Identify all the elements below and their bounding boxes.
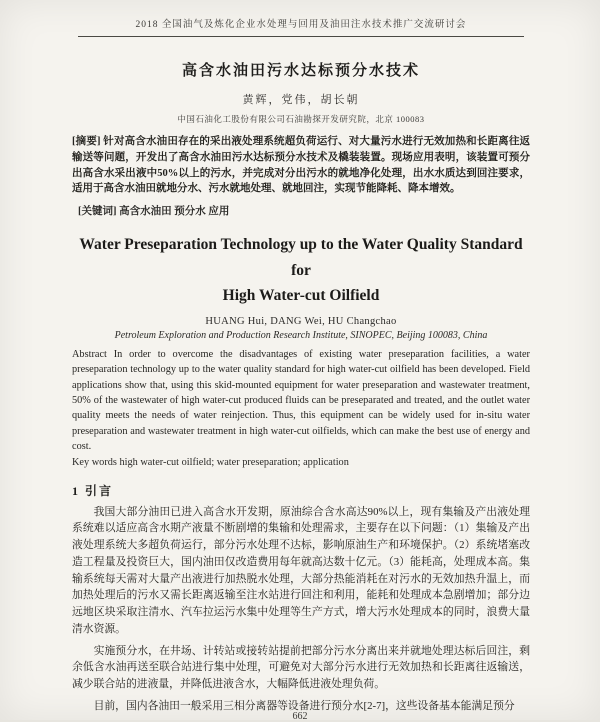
keywords-en: Key words high water-cut oilfield; water preseparation; application xyxy=(72,456,349,468)
header-divider xyxy=(78,36,524,37)
page-number: 662 xyxy=(292,711,308,722)
abstract-zh: [摘要] 针对高含水油田存在的采出液处理系统超负荷运行、对大量污水进行无效加热和长距离往返输送等问题，开发出了高含水油田污水达标预分水技术及橇装装置。现场应用表明，该装置可预分出高含水采出液中50%以上的污水，并完成对分出污水的就地净化处理，出水水质达到回注要求，适用于高含水油田就地分水、污水就地处理、就地回注，实现节能降耗、降本增效。 xyxy=(72,136,530,195)
paper-title-en xyxy=(72,232,530,309)
authors-en: HUANG Hui, DANG Wei, HU Changchao xyxy=(205,315,397,327)
abstract-en: Abstract In order to overcome the disadvantages of existing water preseparation facilities, a water preseparation technology up to the water quality standard for high water-cut oilfield has been developed. Field applications show that, using this skid-mounted equipment for water preseparation and wastewater treatment, 50% of the wastewater of high water-cut produced fluids can be preseparated and treated, and the outlet water quality meets the needs of water reinjection. Thus, this equipment can be widely used for in-situ water preseparation and wastewater treatment in high water-cut oilfields, which can make the best use of energy and cost. xyxy=(72,348,530,453)
paper-title-en-line1: Water Preseparation Technology up to the Water Quality Standard for xyxy=(79,236,523,279)
affiliation-en: Petroleum Exploration and Production Research Institute, SINOPEC, Beijing 100083, China xyxy=(114,329,488,341)
paper-title-en-line2: High Water-cut Oilfield xyxy=(222,287,380,305)
keywords-zh: [关键词] 高含水油田 预分水 应用 xyxy=(78,206,230,217)
affiliation-zh: 中国石油化工股份有限公司石油勘探开发研究院，北京 100083 xyxy=(177,114,425,124)
paper-title-zh: 高含水油田污水达标预分水技术 xyxy=(181,63,420,79)
section-heading-introduction: 1 引言 xyxy=(72,483,114,498)
body-paragraph-2: 实施预分水，在井场、计转站或接转站提前把部分污水分离出来并就地处理达标后回注，剩余低含水油再送至联合站进行集中处理，可避免对大部分污水进行无效加热和长距离往返输送，减少联合站的进液量，并降低进液含水，大幅降低进液处理负荷。 xyxy=(72,644,530,691)
body-paragraph-1: 我国大部分油田已进入高含水开发期，原油综合含水高达90%以上，现有集输及产出液处理系统难以适应高含水期产液量不断剧增的集输和处理需求，主要存在以下问题：（1）集输及产出液处理系统大多超负荷运行，部分污水处理不达标，影响原油生产和环境保护。（2）系统堵塞改造工程量及投资巨大，国内油田仅改造费用每年就高达数十亿元。（3）能耗高，处理成本高。集输系统每天需对大量产出液进行加热脱水处理，大部分热能消耗在对污水的无效加热升温上，而加热处理后的污水又需长距离返输至注水站进行回注和利用，能耗和处理成本急剧增加；部分边远地区块采取注清水、汽车拉运污水集中处理等生产方式，增大污水处理成本的同时，浪费大量清水资源。 xyxy=(72,505,530,635)
conference-header: 2018 全国油气及炼化企业水处理与回用及油田注水技术推广交流研讨会 xyxy=(135,20,467,30)
body-paragraph-3: 目前，国内各油田一般采用三相分离器等设备进行预分水[2-7]，这些设备基本能满足预分 xyxy=(93,699,515,712)
authors-zh: 黄辉，党伟，胡长朝 xyxy=(242,94,360,106)
